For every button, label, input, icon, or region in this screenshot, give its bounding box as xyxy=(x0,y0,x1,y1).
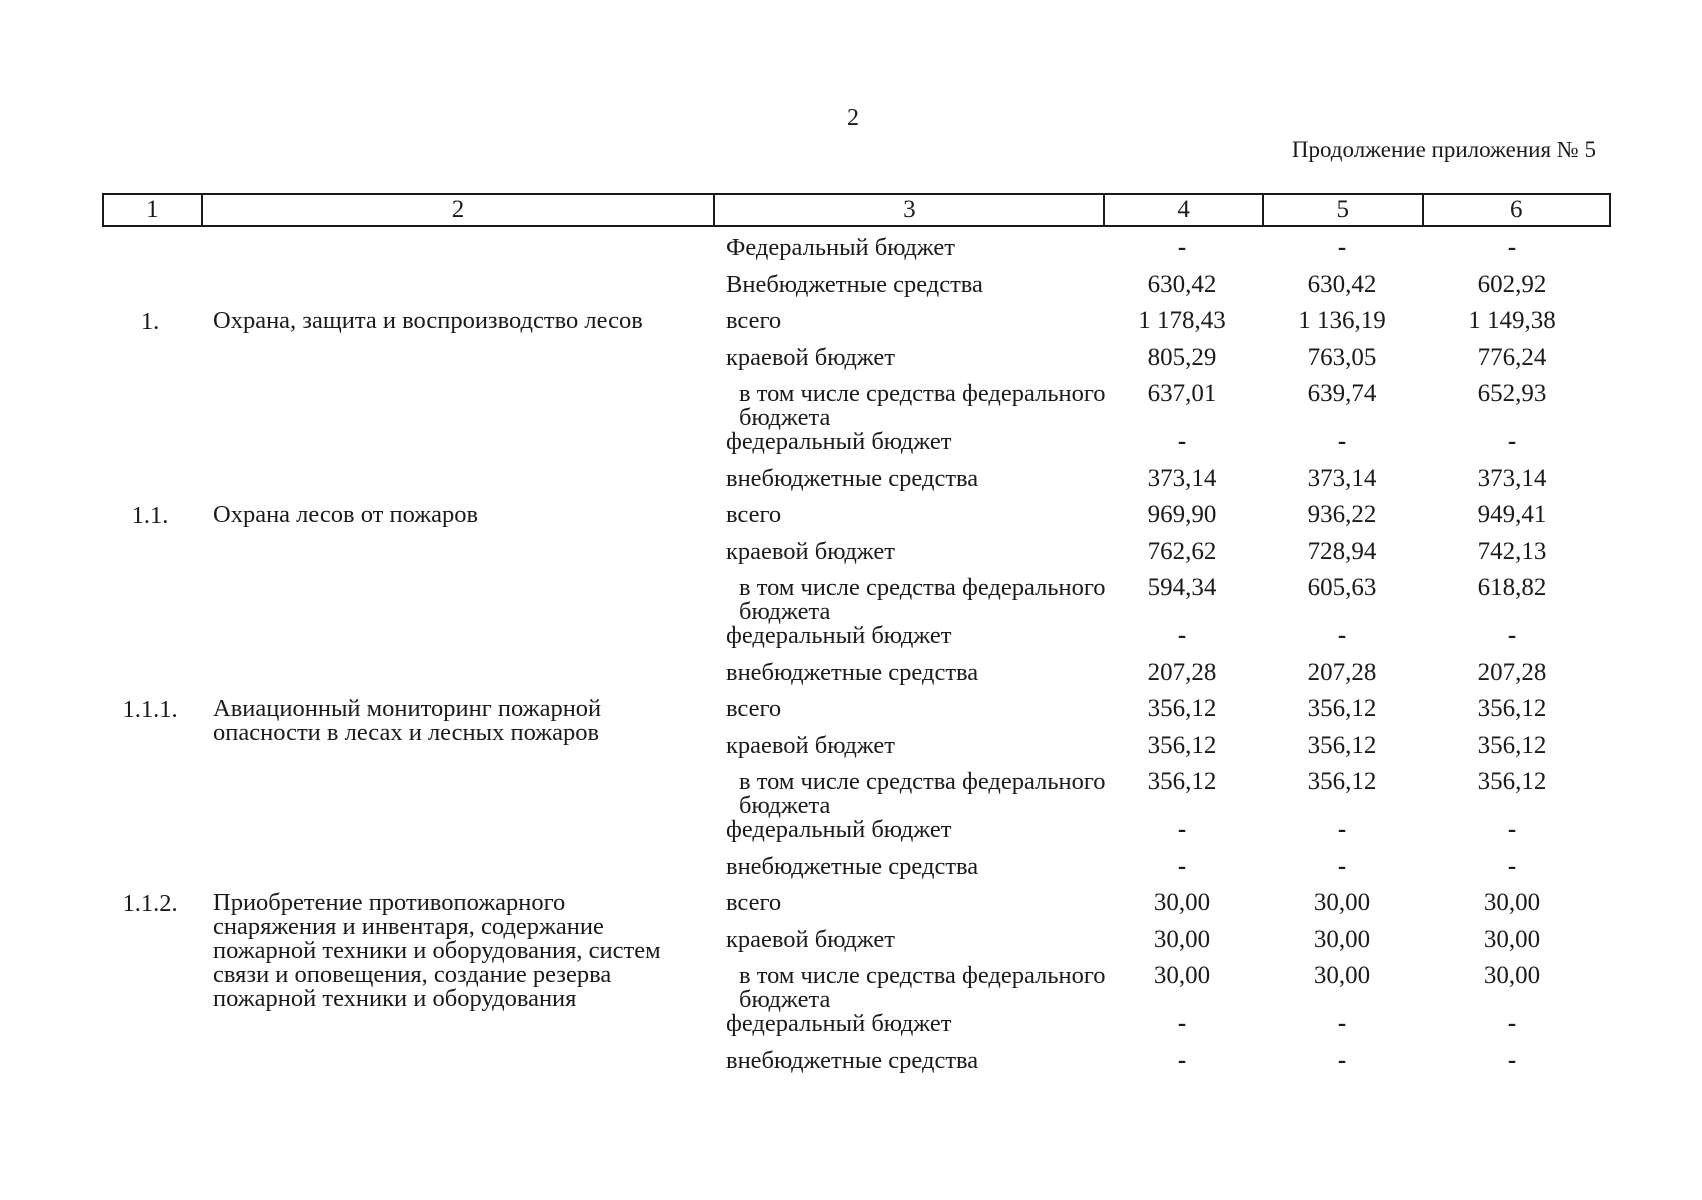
amount-cell: 969,90 xyxy=(1147,501,1217,528)
funding-source-label: в том числе средства федерального бюджета xyxy=(739,380,1106,431)
amount-cell: - xyxy=(1177,1010,1187,1037)
amount-cell: 373,14 xyxy=(1147,464,1217,492)
amount-cell: 207,28 xyxy=(1307,658,1377,686)
amount-cell: 594,34 xyxy=(1147,574,1217,601)
funding-source-label: всего xyxy=(726,695,782,722)
amount-cell: 637,01 xyxy=(1147,380,1217,407)
amount-cell: 1 178,43 xyxy=(1138,307,1226,334)
item-name: Охрана, защита и воспроизводство лесов xyxy=(213,307,643,334)
amount-cell: 356,12 xyxy=(1147,695,1217,722)
funding-source-label: всего xyxy=(726,501,782,528)
amount-cell: 762,62 xyxy=(1147,537,1217,565)
amount-cell: - xyxy=(1507,1010,1517,1037)
amount-cell: 763,05 xyxy=(1307,343,1377,371)
funding-source-label: в том числе средства федерального бюджета xyxy=(739,768,1106,819)
amount-cell: 30,00 xyxy=(1153,889,1211,916)
amount-cell: 207,28 xyxy=(1477,658,1547,686)
amount-cell: - xyxy=(1507,1046,1517,1074)
amount-cell: 1 136,19 xyxy=(1298,307,1386,334)
table-header-row xyxy=(102,193,1611,227)
amount-cell: 356,12 xyxy=(1307,731,1377,759)
amount-cell: - xyxy=(1177,1046,1187,1074)
amount-cell: - xyxy=(1337,1046,1347,1074)
funding-source-label: федеральный бюджет xyxy=(726,816,952,843)
amount-cell: 30,00 xyxy=(1313,962,1371,989)
item-number: 1.1. xyxy=(131,502,169,529)
amount-cell: 356,12 xyxy=(1307,768,1377,795)
amount-cell: 373,14 xyxy=(1477,464,1547,492)
funding-source-label: федеральный бюджет xyxy=(726,428,952,455)
amount-cell: 356,12 xyxy=(1147,768,1217,795)
amount-cell: 652,93 xyxy=(1477,380,1547,407)
funding-source-label: в том числе средства федерального бюджета xyxy=(739,574,1106,625)
amount-cell: 207,28 xyxy=(1147,658,1217,686)
amount-cell: 356,12 xyxy=(1477,695,1547,722)
funding-source-label: федеральный бюджет xyxy=(726,622,952,649)
funding-source-label: внебюджетные средства xyxy=(726,1046,979,1074)
amount-cell: - xyxy=(1177,852,1187,880)
amount-cell: - xyxy=(1337,622,1347,649)
column-header-3: 3 xyxy=(715,195,1105,225)
funding-source-label: всего xyxy=(726,307,782,334)
amount-cell: 356,12 xyxy=(1477,731,1547,759)
funding-source-label: Внебюджетные средства xyxy=(726,270,983,298)
amount-cell: 356,12 xyxy=(1307,695,1377,722)
item-name: Авиационный мониторинг пожарной опасности в лесах и лесных пожаров xyxy=(213,695,602,746)
item-name: Приобретение противопожарного снаряжения и инвентаря, содержание пожарной техники и оборудования, систем связи и оповещения, создание резерва пожарной техники и оборудования xyxy=(213,889,661,1012)
amount-cell: 356,12 xyxy=(1477,768,1547,795)
column-header-5: 5 xyxy=(1264,195,1424,225)
amount-cell: - xyxy=(1507,816,1517,843)
item-number: 1.1.1. xyxy=(122,696,178,723)
item-number: 1. xyxy=(140,308,160,335)
appendix-continuation-note: Продолжение приложения № 5 xyxy=(1291,137,1596,162)
amount-cell: 618,82 xyxy=(1477,574,1547,601)
column-header-6: 6 xyxy=(1510,196,1523,223)
amount-cell: - xyxy=(1177,428,1187,455)
amount-cell: 30,00 xyxy=(1483,925,1541,953)
funding-source-label: краевой бюджет xyxy=(726,731,895,759)
amount-cell: - xyxy=(1177,816,1187,843)
amount-cell: - xyxy=(1177,622,1187,649)
funding-source-label: всего xyxy=(726,889,782,916)
funding-source-label: внебюджетные средства xyxy=(726,852,979,880)
funding-source-label: краевой бюджет xyxy=(726,537,895,565)
amount-cell: - xyxy=(1507,234,1517,261)
amount-cell: - xyxy=(1337,428,1347,455)
column-header-2: 2 xyxy=(203,195,716,225)
amount-cell: - xyxy=(1337,1010,1347,1037)
amount-cell: 639,74 xyxy=(1307,380,1377,407)
amount-cell: 30,00 xyxy=(1153,925,1211,953)
amount-cell: 776,24 xyxy=(1477,343,1547,371)
funding-source-label: в том числе средства федерального бюджета xyxy=(739,962,1106,1013)
item-name: Охрана лесов от пожаров xyxy=(213,501,479,528)
amount-cell: 728,94 xyxy=(1307,537,1377,565)
column-header-1: 1 xyxy=(104,195,203,225)
amount-cell: 30,00 xyxy=(1313,925,1371,953)
amount-cell: - xyxy=(1507,852,1517,880)
amount-cell: 630,42 xyxy=(1307,270,1377,298)
funding-source-label: внебюджетные средства xyxy=(726,658,979,686)
column-header-4: 4 xyxy=(1105,195,1264,225)
amount-cell: 373,14 xyxy=(1307,464,1377,492)
amount-cell: - xyxy=(1507,428,1517,455)
amount-cell: - xyxy=(1337,816,1347,843)
amount-cell: - xyxy=(1507,622,1517,649)
amount-cell: 805,29 xyxy=(1147,343,1217,371)
amount-cell: 30,00 xyxy=(1483,962,1541,989)
amount-cell: - xyxy=(1337,852,1347,880)
amount-cell: - xyxy=(1177,234,1187,261)
amount-cell: 605,63 xyxy=(1307,574,1377,601)
amount-cell: 30,00 xyxy=(1153,962,1211,989)
funding-source-label: краевой бюджет xyxy=(726,925,895,953)
item-number: 1.1.2. xyxy=(122,890,178,917)
funding-source-label: Федеральный бюджет xyxy=(726,234,955,261)
amount-cell: 30,00 xyxy=(1313,889,1371,916)
funding-source-label: внебюджетные средства xyxy=(726,464,979,492)
funding-source-label: федеральный бюджет xyxy=(726,1010,952,1037)
amount-cell: 742,13 xyxy=(1477,537,1547,565)
amount-cell: 30,00 xyxy=(1483,889,1541,916)
funding-source-label: краевой бюджет xyxy=(726,343,895,371)
amount-cell: 602,92 xyxy=(1477,270,1547,298)
amount-cell: 356,12 xyxy=(1147,731,1217,759)
amount-cell: 1 149,38 xyxy=(1468,307,1556,334)
amount-cell: 949,41 xyxy=(1477,501,1547,528)
amount-cell: - xyxy=(1337,234,1347,261)
amount-cell: 630,42 xyxy=(1147,270,1217,298)
page-number: 2 xyxy=(847,105,859,131)
amount-cell: 936,22 xyxy=(1307,501,1377,528)
